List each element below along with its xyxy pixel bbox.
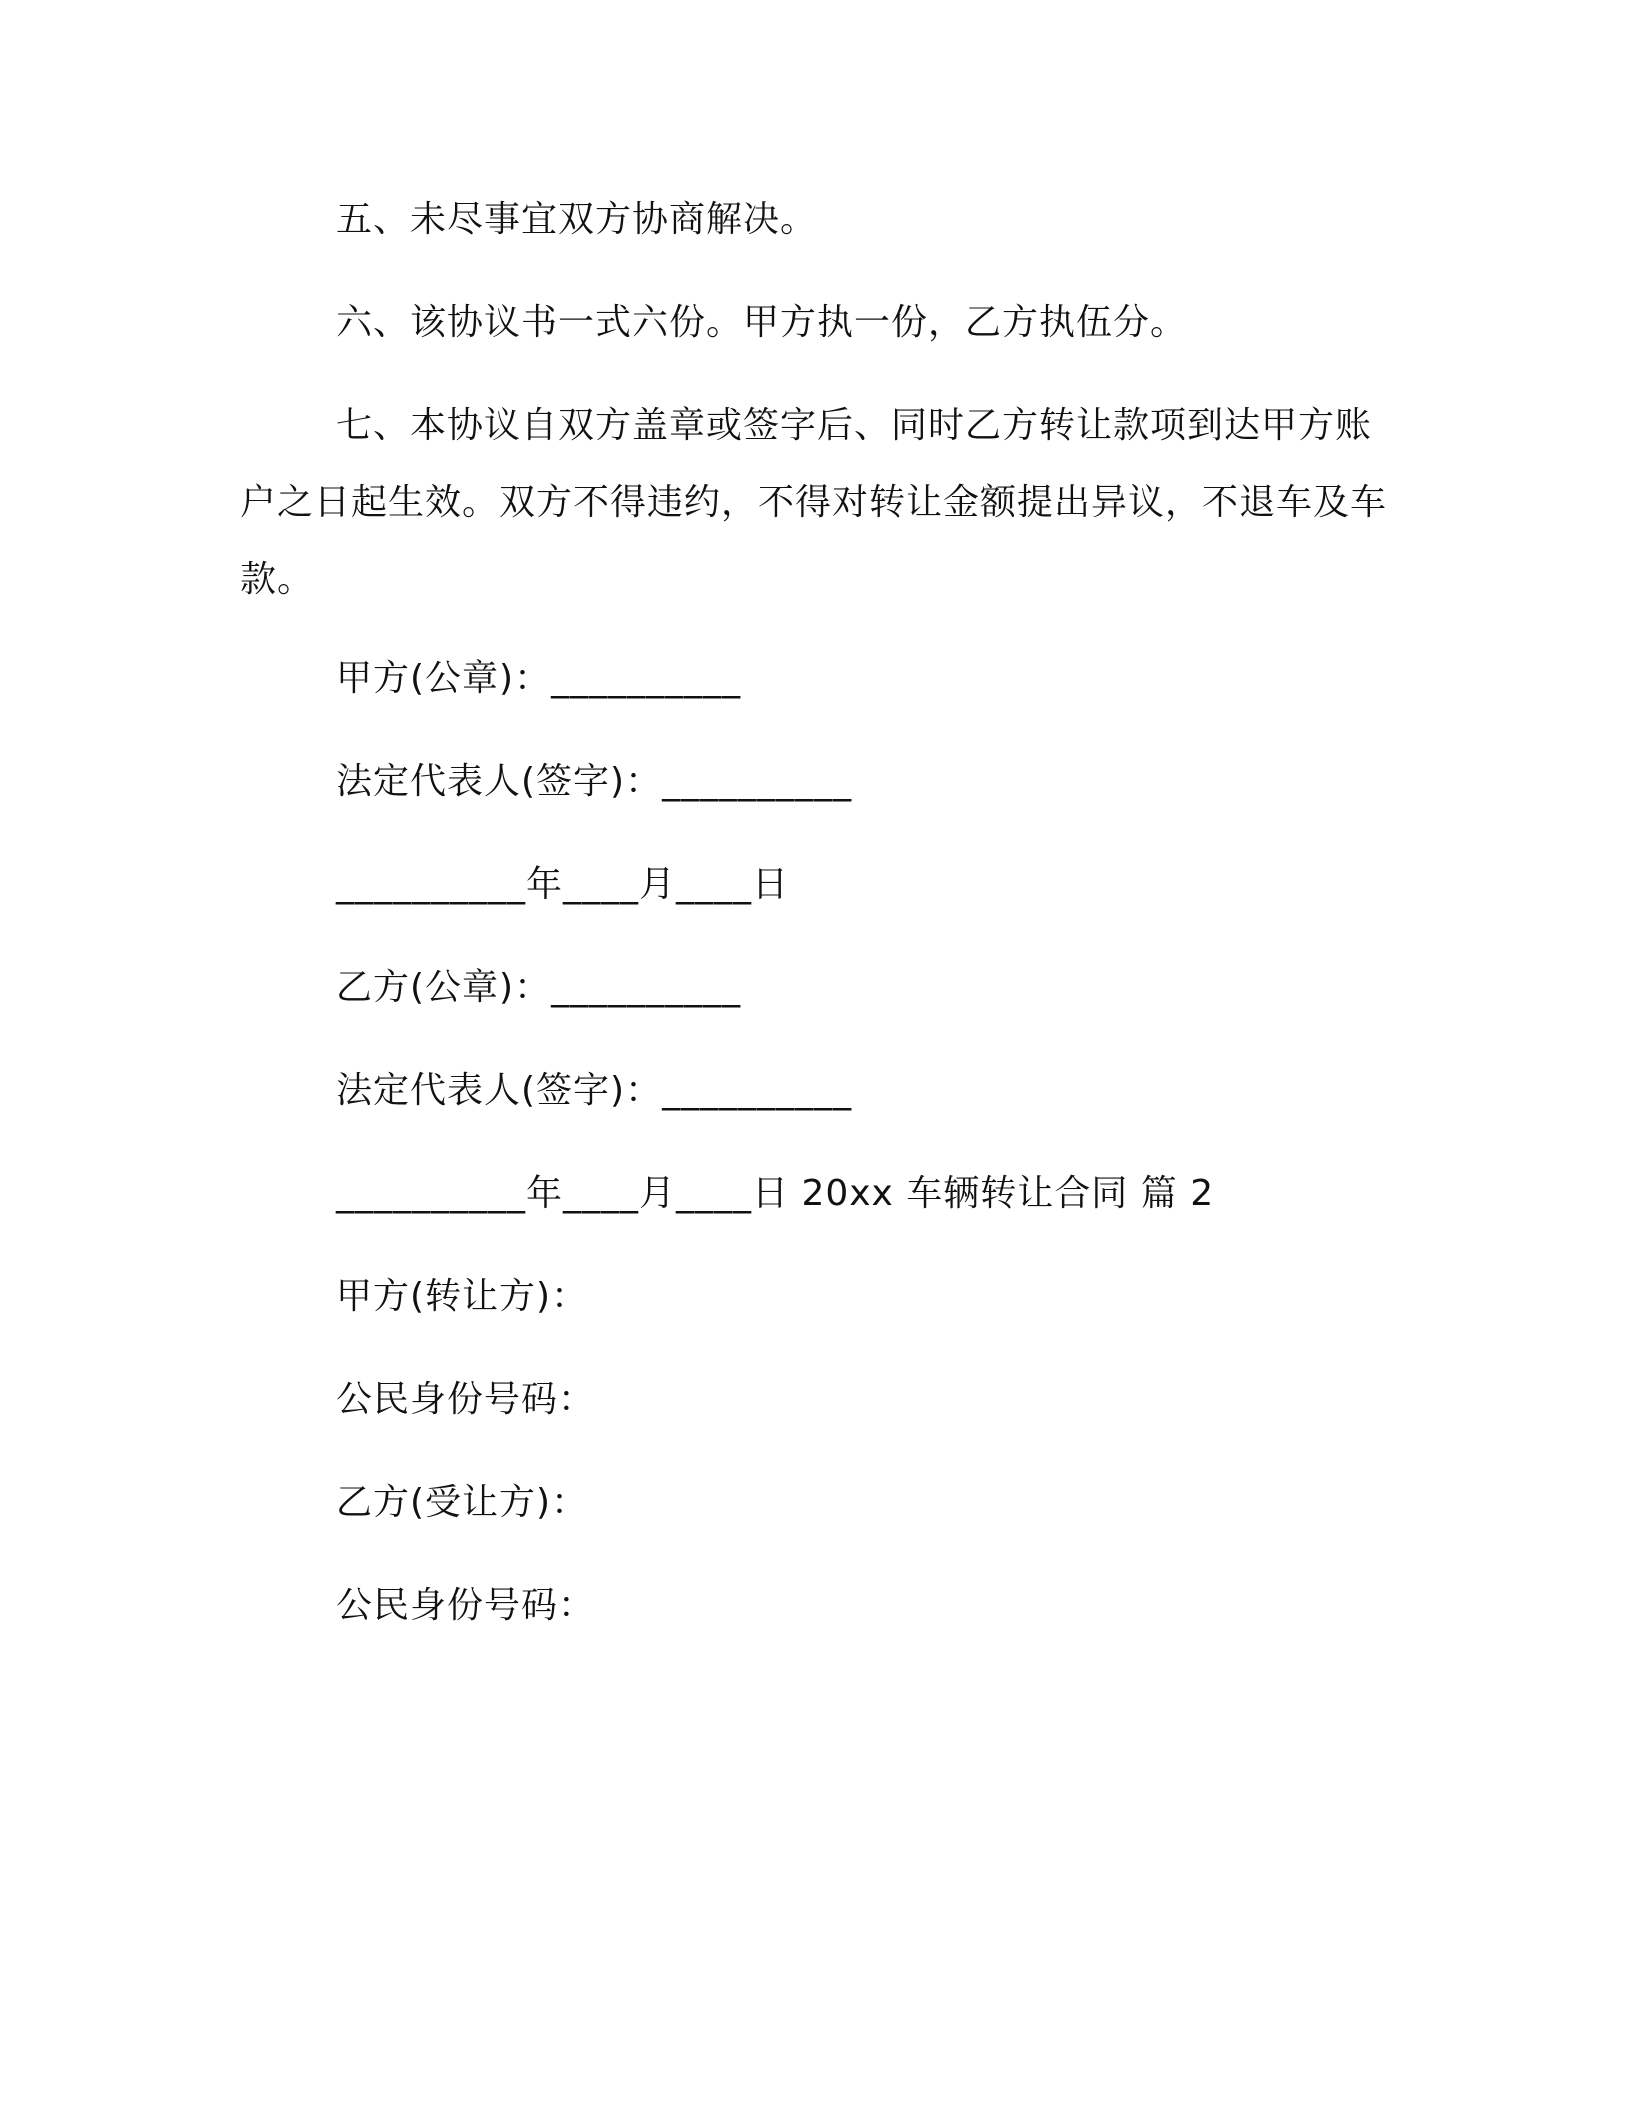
clause-6: 六、该协议书一式六份。甲方执一份，乙方执伍分。 bbox=[336, 302, 1188, 343]
date-line-a: __________年____月____日 bbox=[336, 864, 789, 905]
party-a-seal-line: 甲方(公章)：__________ bbox=[336, 658, 742, 699]
clause-7: 七、本协议自双方盖章或签字后、同时乙方转让款项到达甲方账户之日起生效。双方不得违约，不得对转让金额提出异议，不退车及车款。 bbox=[240, 405, 1388, 600]
transferee-label: 乙方(受让方)： bbox=[336, 1482, 589, 1523]
party-b-seal-line: 乙方(公章)：__________ bbox=[336, 967, 742, 1008]
transferor-id-label: 公民身份号码： bbox=[336, 1379, 596, 1420]
clause-5: 五、未尽事宜双方协商解决。 bbox=[336, 199, 818, 240]
transferor-label: 甲方(转让方)： bbox=[336, 1276, 589, 1317]
legal-rep-a-signature-line: 法定代表人(签字)：__________ bbox=[336, 761, 853, 802]
date-line-b-and-contract-title: __________年____月____日 20xx 车辆转让合同 篇 2 bbox=[336, 1173, 1215, 1214]
legal-rep-b-signature-line: 法定代表人(签字)：__________ bbox=[336, 1070, 853, 1111]
transferee-id-label: 公民身份号码： bbox=[336, 1585, 596, 1626]
